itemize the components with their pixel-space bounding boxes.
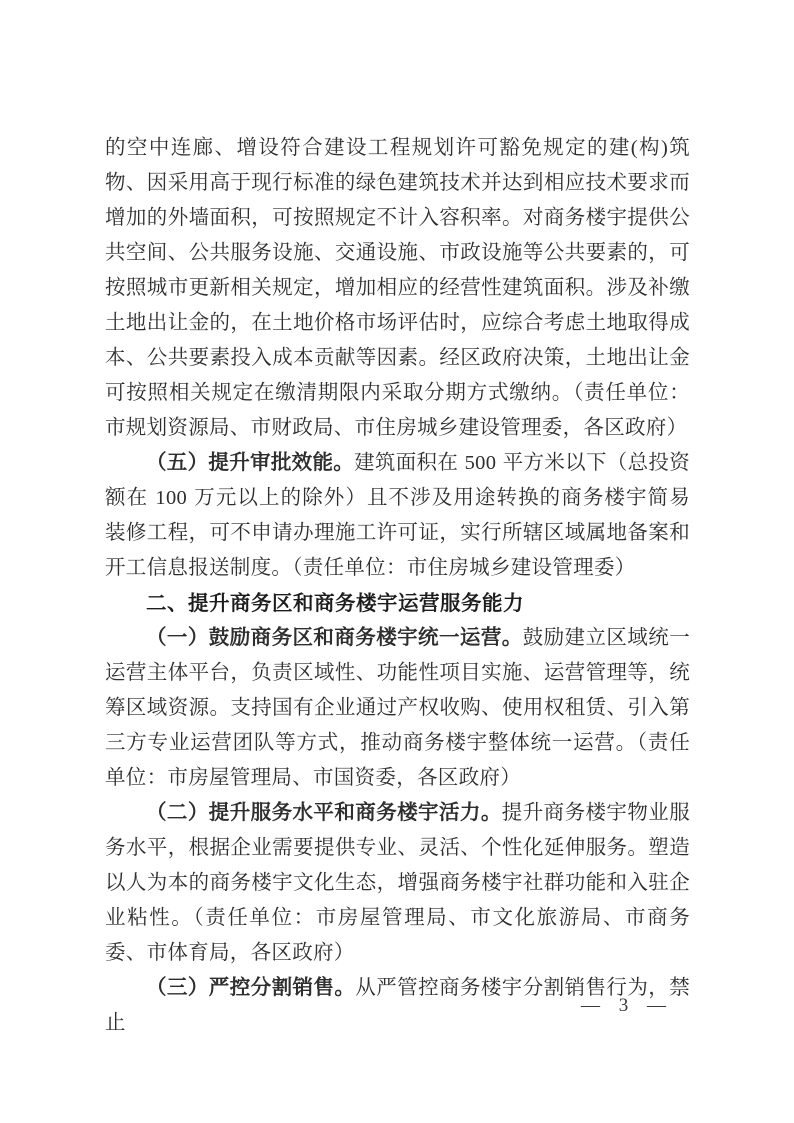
paragraph-continuation — [105, 131, 690, 446]
page-number: — 3 — — [581, 995, 667, 1016]
paragraph-item-2 — [105, 796, 690, 971]
paragraph-text: 从严管控商务楼宇分割销售行为，禁止 — [105, 977, 690, 1034]
paragraph-text: 的空中连廊、增设符合建设工程规划许可豁免规定的建(构)筑物、因采用高于现行标准的绿色建筑技术并达到相应技术要求而增加的外墙面积，可按照规定不计入容积率。对商务楼宇提供公共空间、公共服务设施、交通设施、市政设施等公共要素的，可按照城市更新相关规定，增加相应的经营性建筑面积。涉及补缴土地出让金的，在土地价格市场评估时，应综合考虑土地取得成本、公共要素投入成本贡献等因素。经区政府决策，土地出让金可按照相关规定在缴清期限内采取分期方式缴纳。（责任单位：市规划资源局、市财政局、市住房城乡建设管理委，各区政府） — [105, 137, 690, 439]
paragraph-text: 提升商务楼宇物业服务水平，根据企业需要提供专业、灵活、个性化延伸服务。塑造以人为本的商务楼宇文化生态，增强商务楼宇社群功能和入驻企业粘性。（责任单位：市房屋管理局、市文化旅游局、市商务委、市体育局，各区政府） — [105, 802, 691, 964]
paragraph-lead: （一）鼓励商务区和商务楼宇统一运营。 — [146, 627, 523, 649]
paragraph-text: 建筑面积在 500 平方米以下（总投资额在 100 万元以上的除外）且不涉及用途转换的商务楼宇简易装修工程，可不申请办理施工许可证，实行所辖区域属地备案和开工信息报送制度。（责任单位：市住房城乡建设管理委） — [105, 452, 691, 579]
section-heading-text: 二、提升商务区和商务楼宇运营服务能力 — [146, 592, 524, 615]
paragraph-lead: （三）严控分割销售。 — [146, 977, 356, 999]
document-body — [105, 131, 690, 1041]
section-heading — [105, 586, 690, 621]
paragraph-item-1 — [105, 621, 690, 796]
paragraph-text: 鼓励建立区域统一运营主体平台，负责区域性、功能性项目实施、运营管理等，统筹区域资源。支持国有企业通过产权收购、使用权租赁、引入第三方专业运营团队等方式，推动商务楼宇整体统一运营。（责任单位：市房屋管理局、市国资委，各区政府） — [105, 627, 690, 789]
page-footer — [0, 995, 794, 1017]
paragraph-lead: （五）提升审批效能。 — [146, 452, 355, 474]
paragraph-lead: （二）提升服务水平和商务楼宇活力。 — [146, 802, 502, 824]
paragraph-item-5 — [105, 446, 690, 586]
